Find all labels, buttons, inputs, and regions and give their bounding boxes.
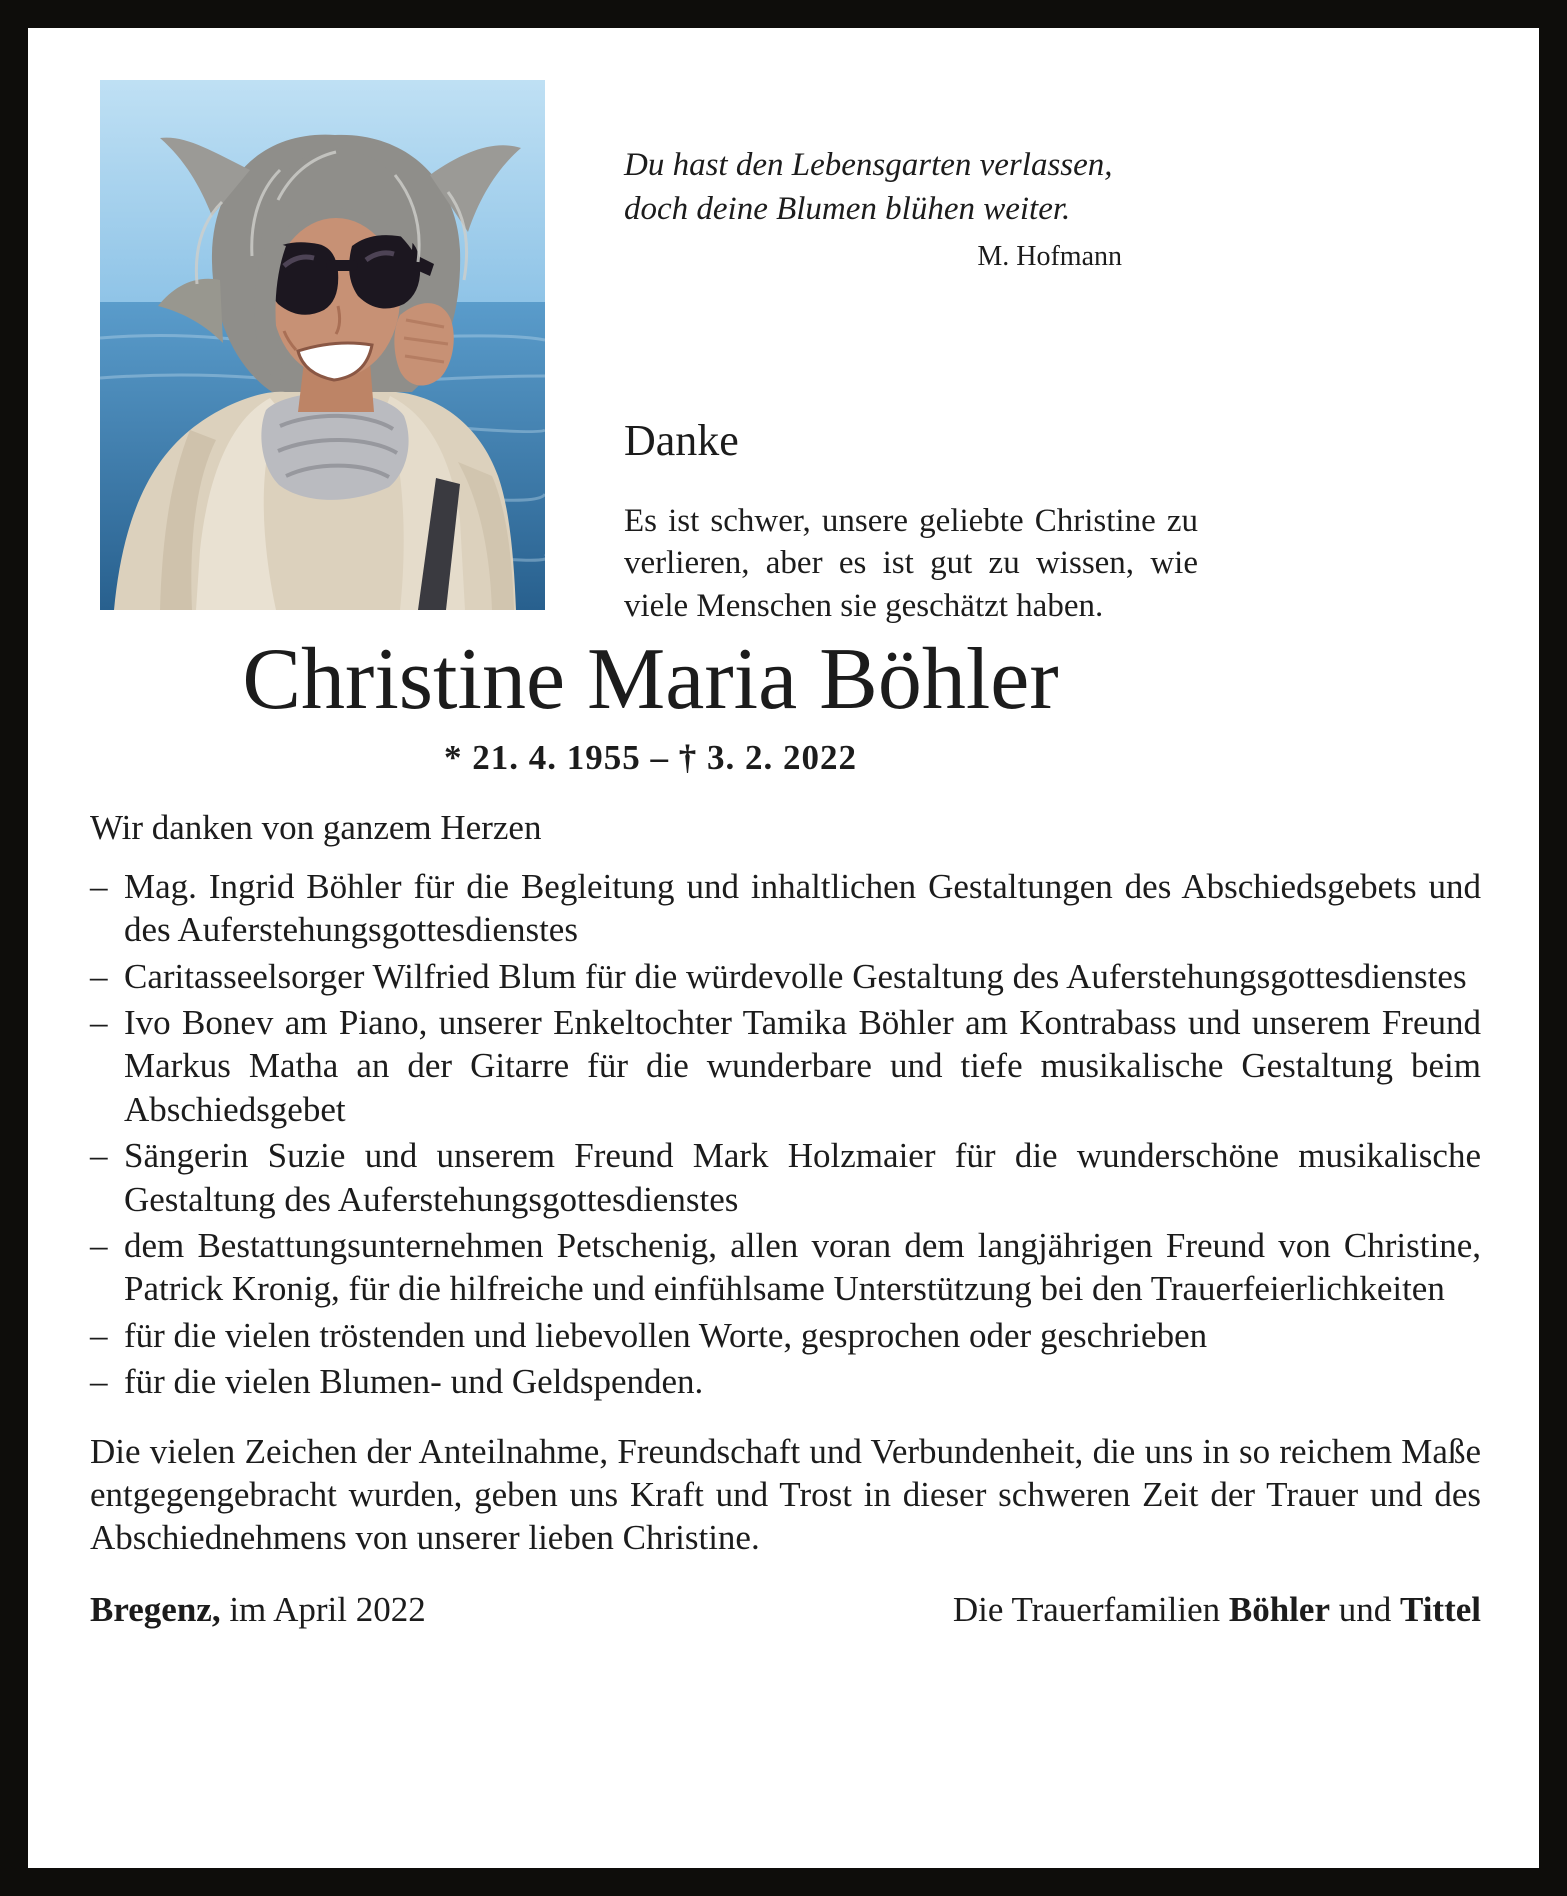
list-item xyxy=(90,955,1481,998)
thanks-paragraph: Es ist schwer, unsere geliebte Christine zu verlieren, aber es ist gut zu wissen, wie viele Menschen sie geschätzt haben. xyxy=(624,503,1198,624)
item-text: für die vielen tröstenden und liebevollen Worte, gesprochen oder geschrieben xyxy=(124,1315,1208,1355)
list-item xyxy=(90,1001,1481,1131)
header-section xyxy=(28,28,1539,624)
item-dash-marker: – xyxy=(90,1362,108,1402)
families-prefix: Die Trauerfamilien xyxy=(952,1589,1229,1629)
danke-heading: Danke xyxy=(624,416,739,466)
footer-place-date xyxy=(90,1590,426,1630)
memorial-quote xyxy=(624,144,1198,231)
item-text: Ivo Bonev am Piano, unserer Enkeltochter Tamika Böhler am Kontrabass und unserem Freund Markus Matha an der Gitarre für die wunderbare und tiefe musikalische Gestaltung beim Abschiedsgebet xyxy=(124,1003,1481,1129)
item-text: Caritasseelsorger Wilfried Blum für die würdevolle Gestaltung des Auferstehungsgottesdienstes xyxy=(124,956,1467,996)
header-text-column xyxy=(624,144,1198,627)
acknowledgements-intro: Wir danken von ganzem Herzen xyxy=(90,807,542,847)
item-dash-marker: – xyxy=(90,1003,108,1043)
closing-paragraph: Die vielen Zeichen der Anteilnahme, Freundschaft und Verbundenheit, die uns in so reichem Maße entgegengebracht wurden, geben uns Kraft und Trost in dieser schweren Zeit der Trauer und des Abschiednehmens von unserer lieben Christine. xyxy=(90,1431,1481,1558)
list-item xyxy=(90,865,1481,952)
quote-line-1: Du hast den Lebensgarten verlassen, xyxy=(624,147,1113,183)
list-item xyxy=(90,1314,1481,1357)
portrait-photo xyxy=(100,80,545,610)
item-text: dem Bestattungsunternehmen Petschenig, allen voran dem langjährigen Freund von Christine, Patrick Kronig, für die hilfreiche und einfühlsame Unterstützung bei den Trauerfeierlichkeiten xyxy=(124,1226,1481,1309)
list-item xyxy=(90,1360,1481,1403)
family-name-1: Böhler xyxy=(1228,1589,1330,1629)
footer-date: im April 2022 xyxy=(220,1589,426,1629)
acknowledgements-section xyxy=(90,806,1481,1560)
obituary-content xyxy=(28,28,1539,1868)
item-dash-marker: – xyxy=(90,866,108,906)
footer-section xyxy=(90,1590,1481,1630)
item-text: Sängerin Suzie und unserem Freund Mark Holzmaier für die wunderschöne musikalische Gestaltung des Auferstehungsgottesdienstes xyxy=(124,1136,1481,1219)
family-name-2: Tittel xyxy=(1399,1589,1481,1629)
list-item xyxy=(90,1224,1481,1311)
deceased-dates: * 21. 4. 1955 – † 3. 2. 2022 xyxy=(444,737,857,777)
footer-place: Bregenz, xyxy=(90,1589,221,1629)
acknowledgements-list xyxy=(90,865,1481,1404)
portrait-illustration xyxy=(100,80,545,610)
footer-families xyxy=(953,1590,1481,1630)
quote-attribution: M. Hofmann xyxy=(977,241,1122,273)
item-dash-marker: – xyxy=(90,1136,108,1176)
item-dash-marker: – xyxy=(90,956,108,996)
quote-line-2: doch deine Blumen blühen weiter. xyxy=(624,190,1071,227)
item-dash-marker: – xyxy=(90,1315,108,1355)
families-middle: und xyxy=(1329,1589,1400,1629)
deceased-name: Christine Maria Böhler xyxy=(242,631,1059,728)
item-text: Mag. Ingrid Böhler für die Begleitung und inhaltlichen Gestaltungen des Abschiedsgebets und des Auferstehungsgottesdienstes xyxy=(124,866,1481,950)
item-dash-marker: – xyxy=(90,1226,108,1266)
item-text: für die vielen Blumen- und Geldspenden. xyxy=(124,1362,704,1402)
list-item xyxy=(90,1134,1481,1221)
name-section xyxy=(28,631,1273,778)
